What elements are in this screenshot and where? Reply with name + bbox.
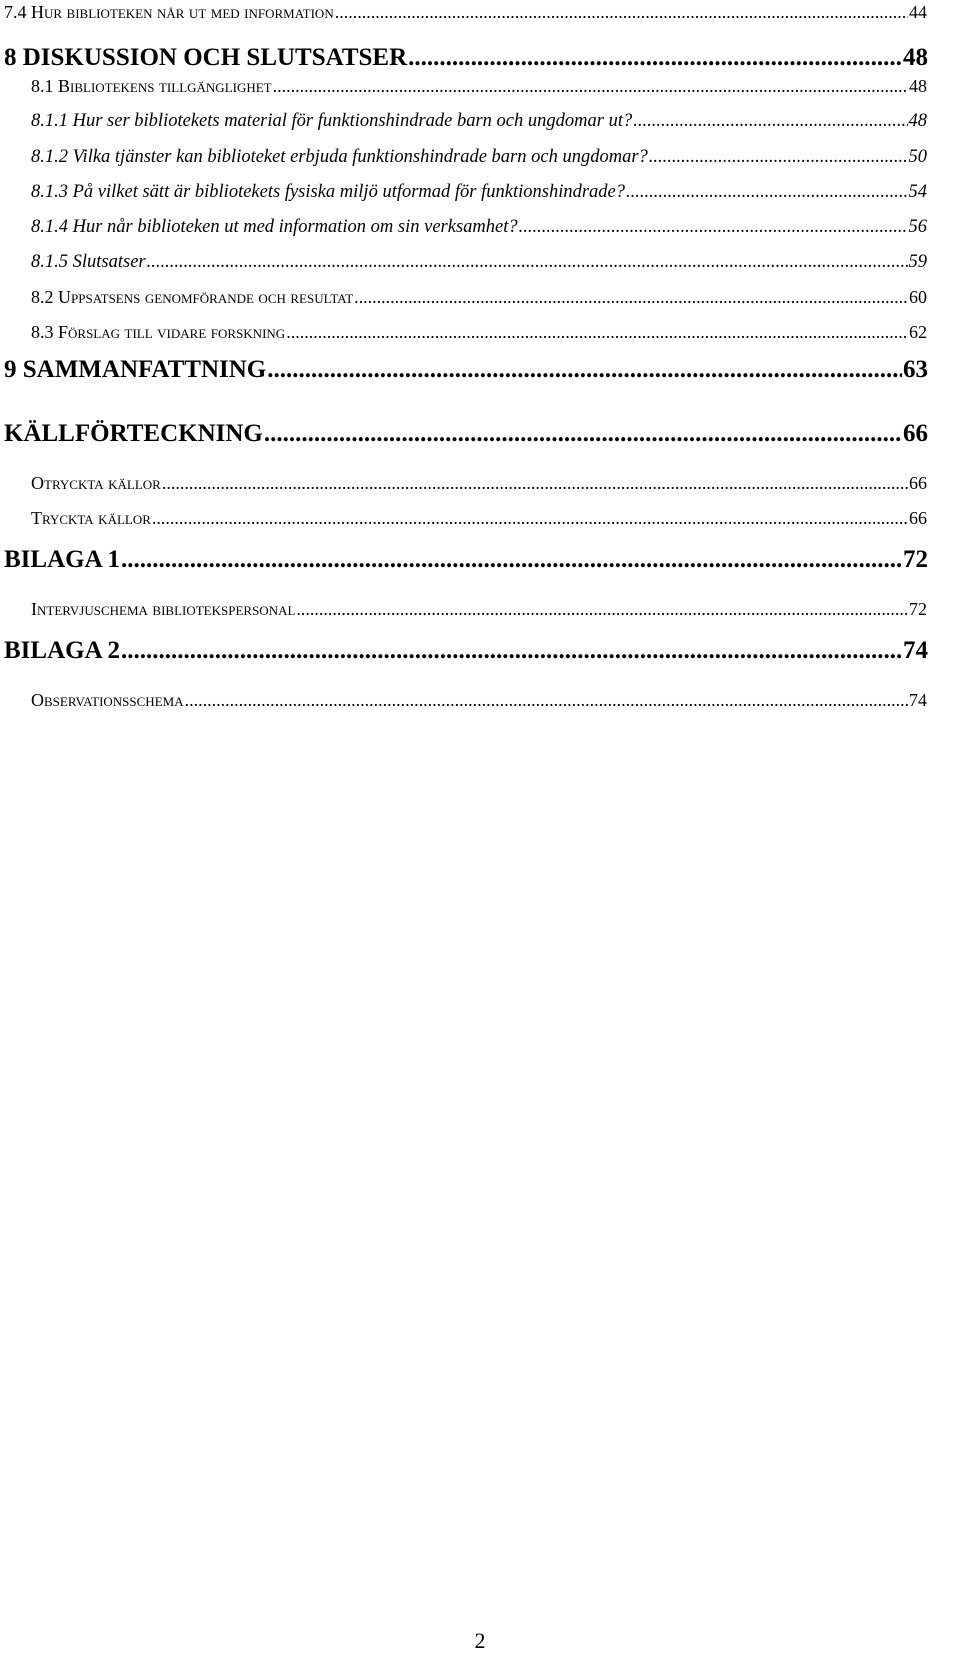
- toc-entry-page: 74: [903, 637, 928, 664]
- toc-entry-label: 9 SAMMANFATTNING: [4, 356, 267, 383]
- toc-entry-page: 50: [908, 147, 927, 167]
- toc-entry-label: 8.1.5 Slutsatser: [31, 252, 146, 272]
- toc-entry-label: KÄLLFÖRTECKNING: [4, 420, 263, 447]
- toc-entry[interactable]: [31, 287, 927, 308]
- toc-entry-page: 62: [909, 322, 927, 342]
- toc-entry[interactable]: [31, 252, 927, 273]
- toc-dot-leader: [185, 690, 908, 711]
- toc-entry[interactable]: [31, 76, 927, 97]
- toc-dot-leader: [121, 637, 902, 665]
- toc-entry[interactable]: [4, 44, 928, 72]
- toc-entry-page: 44: [909, 2, 927, 22]
- toc-entry[interactable]: [31, 599, 927, 620]
- toc-dot-leader: [296, 599, 908, 620]
- toc-entry[interactable]: [31, 322, 927, 343]
- toc-entry-label: Intervjuschema bibliotekspersonal: [31, 599, 296, 619]
- toc-entry-label: 8.1.1 Hur ser bibliotekets material för funktionshindrade barn och ungdomar ut?: [31, 111, 633, 131]
- toc-entry-page: 66: [909, 473, 927, 493]
- toc-entry-page: 66: [909, 508, 927, 528]
- toc-entry-label: 8.1.3 På vilket sätt är bibliotekets fysiska miljö utformad för funktionshindrade?: [31, 182, 626, 202]
- toc-entry[interactable]: [4, 2, 927, 23]
- toc-dot-leader: [121, 546, 902, 574]
- toc-entry-page: 48: [909, 76, 927, 96]
- toc-entry-label: 8.1 Bibliotekens tillgänglighet: [31, 76, 272, 96]
- toc-entry[interactable]: [31, 690, 927, 711]
- toc-dot-leader: [147, 252, 908, 273]
- toc-entry-label: 8.1.4 Hur når biblioteken ut med information om sin verksamhet?: [31, 217, 518, 237]
- toc-entry-page: 48: [908, 111, 927, 131]
- toc-entry-label: 8.1.2 Vilka tjänster kan biblioteket erbjuda funktionshindrade barn och ungdomar?: [31, 147, 648, 167]
- toc-dot-leader: [519, 217, 908, 238]
- toc-entry-page: 59: [908, 252, 927, 272]
- toc-entry-label: BILAGA 2: [4, 637, 121, 664]
- toc-entry[interactable]: [4, 637, 928, 665]
- toc-entry-label: Observationsschema: [31, 690, 184, 710]
- toc-dot-leader: [162, 473, 908, 494]
- toc-entry-page: 66: [903, 420, 928, 447]
- toc-dot-leader: [408, 44, 902, 72]
- toc-entry[interactable]: [4, 546, 928, 574]
- toc-entry-label: 8.3 Förslag till vidare forskning: [31, 322, 286, 342]
- toc-entry[interactable]: [31, 182, 927, 203]
- toc-dot-leader: [633, 111, 907, 132]
- toc-entry[interactable]: [4, 420, 928, 448]
- toc-dot-leader: [354, 287, 908, 308]
- toc-dot-leader: [649, 147, 908, 168]
- toc-entry-page: 56: [908, 217, 927, 237]
- toc-dot-leader: [273, 76, 908, 97]
- page-number: 2: [474, 1628, 486, 1653]
- toc-dot-leader: [267, 356, 902, 384]
- toc-entry[interactable]: [4, 356, 928, 384]
- toc-entry-page: 72: [909, 599, 927, 619]
- toc-entry-label: 8 DISKUSSION OCH SLUTSATSER: [4, 44, 408, 71]
- toc-dot-leader: [626, 182, 907, 203]
- toc-entry-page: 72: [903, 546, 928, 573]
- toc-dot-leader: [264, 420, 902, 448]
- toc-entry[interactable]: [31, 473, 927, 494]
- toc-entry-page: 54: [908, 182, 927, 202]
- toc-entry-page: 48: [903, 44, 928, 71]
- toc-entry[interactable]: [31, 217, 927, 238]
- toc-dot-leader: [335, 2, 908, 23]
- toc-entry-page: 74: [909, 690, 927, 710]
- toc-entry-page: 63: [903, 356, 928, 383]
- toc-entry-label: 8.2 Uppsatsens genomförande och resultat: [31, 287, 354, 307]
- toc-entry-label: Tryckta källor: [31, 508, 151, 528]
- toc-entry-label: Otryckta källor: [31, 473, 161, 493]
- toc-entry-label: BILAGA 1: [4, 546, 121, 573]
- toc-dot-leader: [152, 508, 908, 529]
- toc-entry[interactable]: [31, 147, 927, 168]
- toc-entry[interactable]: [31, 508, 927, 529]
- toc-entry-page: 60: [909, 287, 927, 307]
- toc-entry[interactable]: [31, 111, 927, 132]
- toc-entry-label: 7.4 Hur biblioteken når ut med information: [4, 2, 334, 22]
- toc-dot-leader: [286, 322, 908, 343]
